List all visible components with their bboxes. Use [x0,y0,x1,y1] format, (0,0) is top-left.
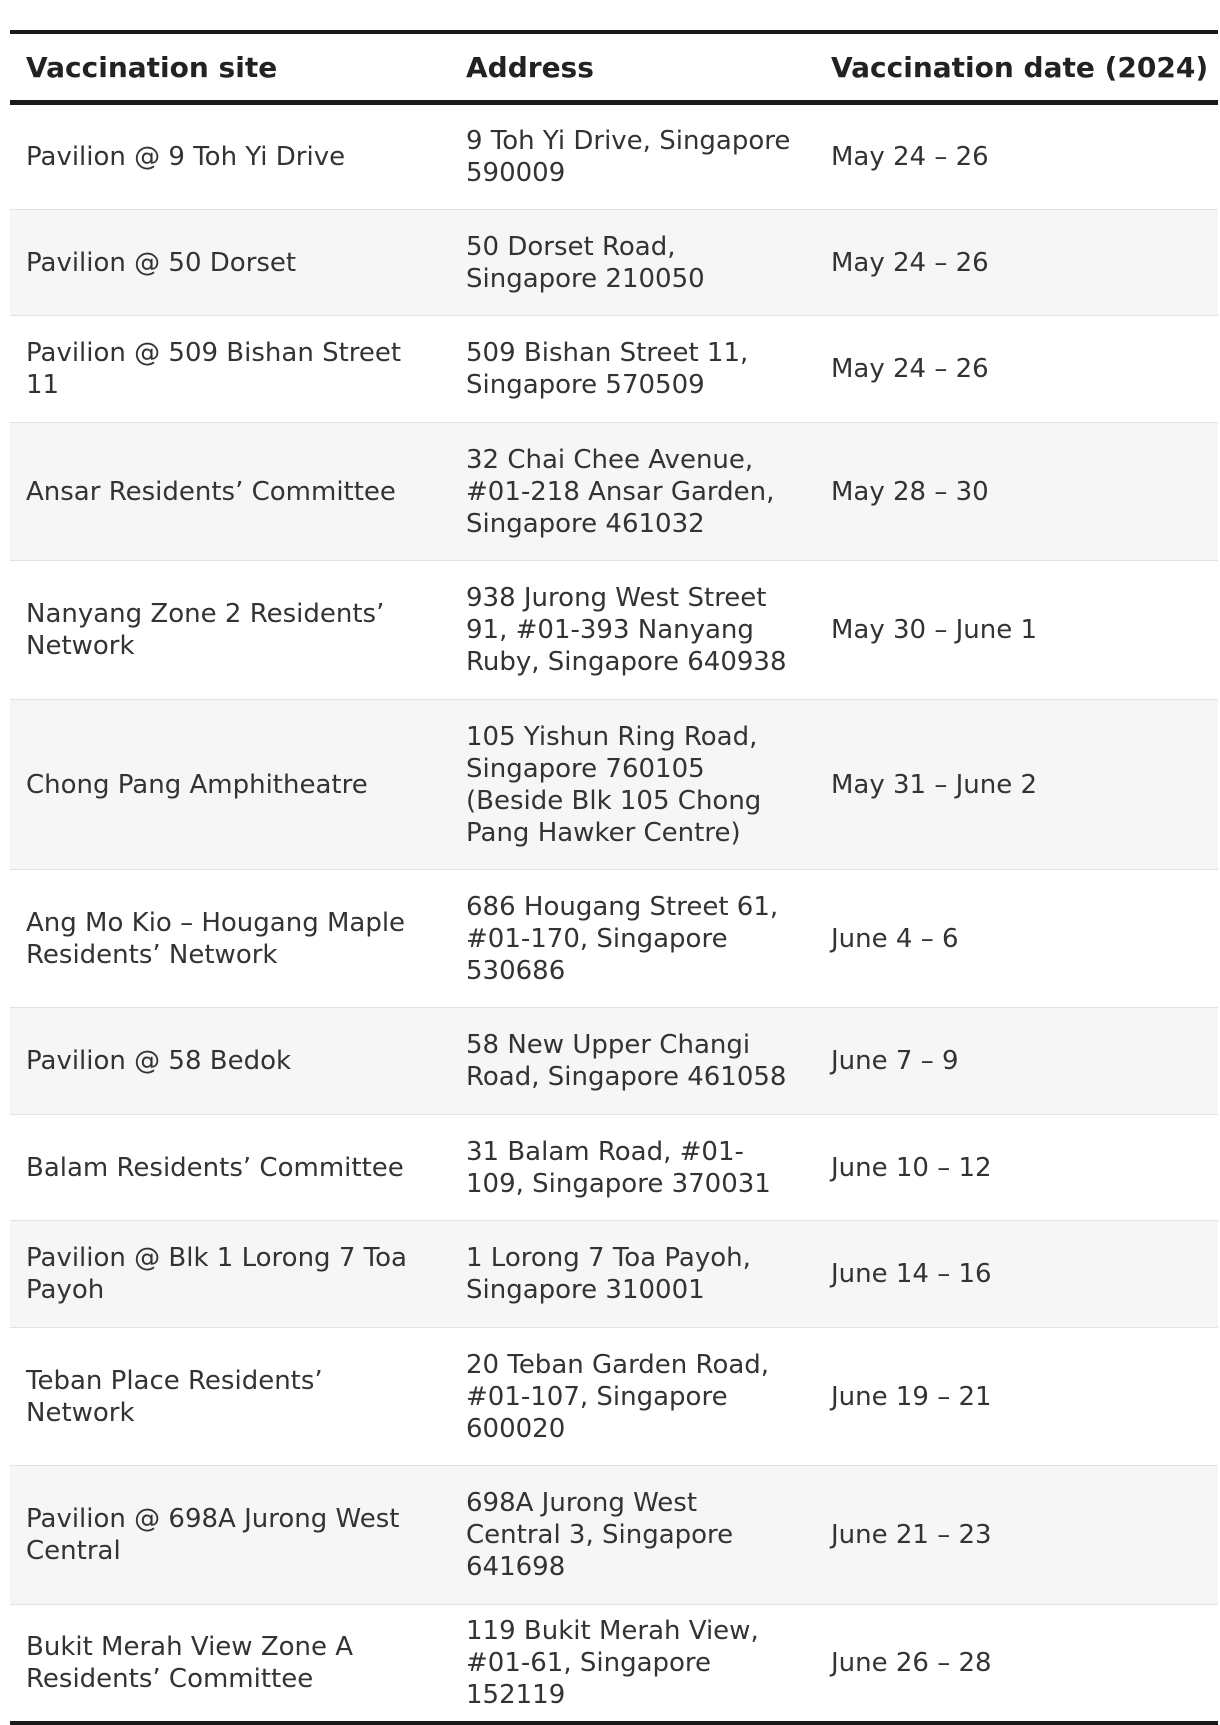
table-header [10,32,1218,103]
date-cell: June 14 – 16 [815,1221,1218,1328]
table-row [10,210,1218,316]
date-cell: June 4 – 6 [815,870,1218,1008]
address-cell: 119 Bukit Merah View, #01-61, Singapore 152119 [450,1605,815,1724]
header-address: Address [466,50,594,84]
site-cell: Pavilion @ 9 Toh Yi Drive [10,103,450,210]
table-row [10,1466,1218,1605]
site-cell: Bukit Merah View Zone A Residents’ Committee [10,1605,450,1724]
table-row [10,1115,1218,1221]
vaccination-schedule-table [10,30,1218,1725]
header-row [10,32,1218,103]
table-row [10,1221,1218,1328]
address-cell: 1 Lorong 7 Toa Payoh, Singapore 310001 [450,1221,815,1328]
address-cell: 58 New Upper Changi Road, Singapore 461058 [450,1008,815,1115]
address-cell: 9 Toh Yi Drive, Singapore 590009 [450,103,815,210]
address-cell: 31 Balam Road, #01-109, Singapore 370031 [450,1115,815,1221]
address-cell: 509 Bishan Street 11, Singapore 570509 [450,316,815,423]
table-row [10,316,1218,423]
date-cell: May 24 – 26 [815,316,1218,423]
site-cell: Balam Residents’ Committee [10,1115,450,1221]
site-cell: Ang Mo Kio – Hougang Maple Residents’ Network [10,870,450,1008]
table-row [10,700,1218,870]
table-row [10,103,1218,210]
site-cell: Ansar Residents’ Committee [10,423,450,561]
address-cell: 698A Jurong West Central 3, Singapore 641698 [450,1466,815,1605]
address-cell: 50 Dorset Road, Singapore 210050 [450,210,815,316]
site-cell: Pavilion @ 698A Jurong West Central [10,1466,450,1605]
address-cell: 938 Jurong West Street 91, #01-393 Nanyang Ruby, Singapore 640938 [450,561,815,700]
table-body [10,103,1218,1724]
table-row [10,1605,1218,1724]
site-cell: Chong Pang Amphitheatre [10,700,450,870]
date-cell: May 24 – 26 [815,103,1218,210]
address-cell: 686 Hougang Street 61, #01-170, Singapore 530686 [450,870,815,1008]
table-row [10,870,1218,1008]
address-cell: 20 Teban Garden Road, #01-107, Singapore 600020 [450,1328,815,1466]
table-row [10,1008,1218,1115]
vaccination-table-container [10,30,1218,1725]
date-cell: June 10 – 12 [815,1115,1218,1221]
date-cell: June 26 – 28 [815,1605,1218,1724]
header-vaccination-site: Vaccination site [26,50,278,84]
date-cell: June 21 – 23 [815,1466,1218,1605]
site-cell: Pavilion @ 58 Bedok [10,1008,450,1115]
date-cell: May 30 – June 1 [815,561,1218,700]
site-cell: Teban Place Residents’ Network [10,1328,450,1466]
address-cell: 105 Yishun Ring Road, Singapore 760105 (Beside Blk 105 Chong Pang Hawker Centre) [450,700,815,870]
site-cell: Nanyang Zone 2 Residents’ Network [10,561,450,700]
header-vaccination-date: Vaccination date (2024) [831,50,1209,84]
date-cell: June 7 – 9 [815,1008,1218,1115]
site-cell: Pavilion @ 509 Bishan Street 11 [10,316,450,423]
date-cell: May 31 – June 2 [815,700,1218,870]
table-row [10,423,1218,561]
table-row [10,561,1218,700]
table-row [10,1328,1218,1466]
date-cell: June 19 – 21 [815,1328,1218,1466]
date-cell: May 24 – 26 [815,210,1218,316]
site-cell: Pavilion @ Blk 1 Lorong 7 Toa Payoh [10,1221,450,1328]
site-cell: Pavilion @ 50 Dorset [10,210,450,316]
address-cell: 32 Chai Chee Avenue, #01-218 Ansar Garden, Singapore 461032 [450,423,815,561]
date-cell: May 28 – 30 [815,423,1218,561]
